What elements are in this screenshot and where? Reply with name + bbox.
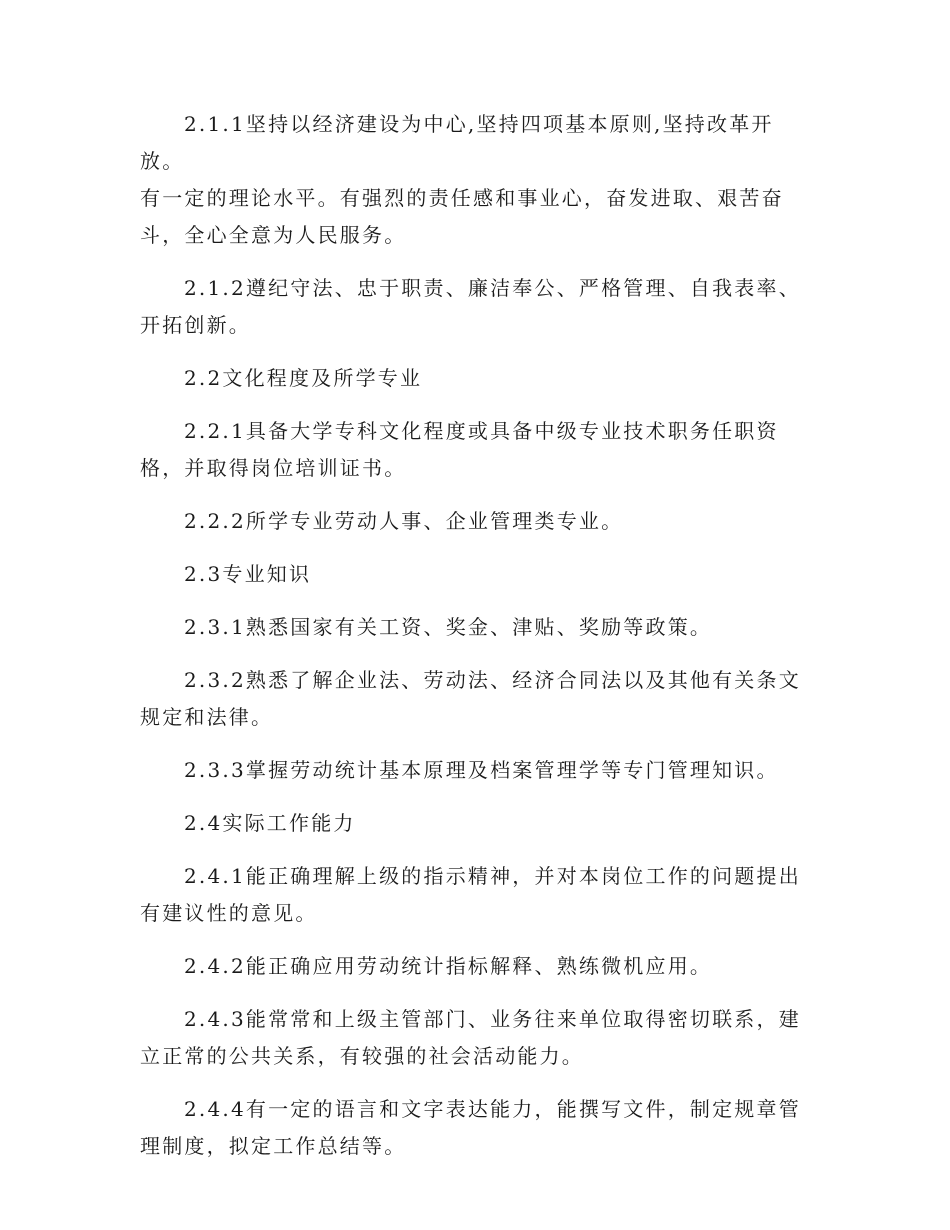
paragraph-2-4-4: 2.4.4有一定的语言和文字表达能力，能撰写文件，制定规章管理制度，拟定工作总结等。 — [140, 1097, 801, 1158]
paragraph-2-3-2: 2.3.2熟悉了解企业法、劳动法、经济合同法以及其他有关条文规定和法律。 — [140, 668, 801, 729]
paragraph-2-4-1: 2.4.1能正确理解上级的指示精神，并对本岗位工作的问题提出有建议性的意见。 — [140, 864, 801, 925]
paragraph-line: 2.1.1坚持以经济建设为中心,坚持四项基本原则,坚持改革开放。 — [140, 112, 774, 173]
paragraph-2-2-1: 2.2.1具备大学专科文化程度或具备中级专业技术职务任职资格，并取得岗位培训证书。 — [140, 419, 779, 480]
paragraph-2-4-3: 2.4.3能常常和上级主管部门、业务往来单位取得密切联系，建立正常的公共关系，有较强的社会活动能力。 — [140, 1007, 801, 1068]
paragraph-2-3-3: 2.3.3掌握劳动统计基本原理及档案管理学等专门管理知识。 — [184, 758, 779, 782]
paragraph-2-2-2: 2.2.2所学专业劳动人事、企业管理类专业。 — [184, 509, 624, 533]
heading-2-2: 2.2文化程度及所学专业 — [184, 366, 423, 390]
paragraph-2-1-1 — [140, 106, 812, 254]
paragraph-line: 有一定的理论水平。有强烈的责任感和事业心，奋发进取、艰苦奋 — [140, 186, 784, 210]
heading-2-4: 2.4实际工作能力 — [184, 811, 356, 835]
paragraph-line: 斗，全心全意为人民服务。 — [140, 223, 407, 247]
paragraph-2-1-2: 2.1.2遵纪守法、忠于职责、廉洁奉公、严格管理、自我表率、开拓创新。 — [140, 276, 801, 337]
paragraph-2-3-1: 2.3.1熟悉国家有关工资、奖金、津贴、奖励等政策。 — [184, 615, 713, 639]
heading-2-3: 2.3专业知识 — [184, 562, 312, 586]
document-body — [140, 106, 812, 1181]
paragraph-2-4-2: 2.4.2能正确应用劳动统计指标解释、熟练微机应用。 — [184, 954, 713, 978]
